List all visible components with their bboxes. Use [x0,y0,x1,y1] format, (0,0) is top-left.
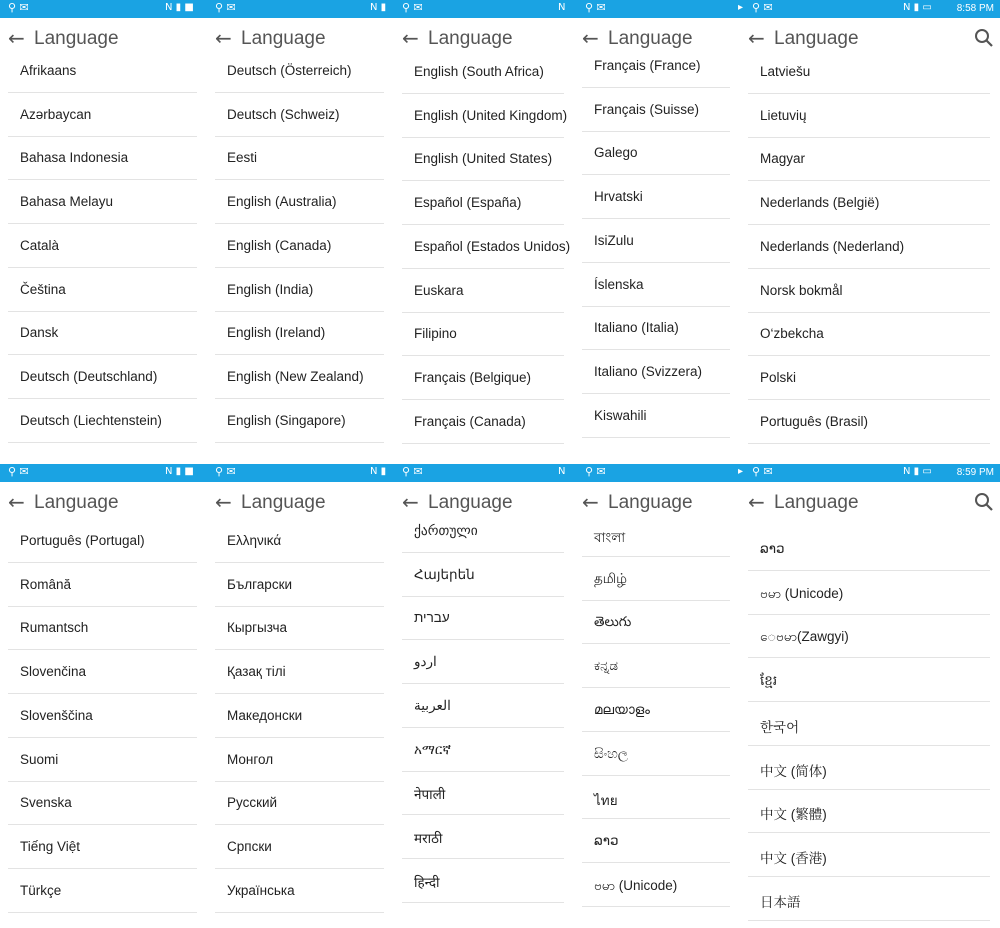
language-label: Čeština [20,281,66,297]
language-label: 中文 (简体) [760,763,827,779]
search-icon: ⚲ ✉ [402,1,423,14]
language-list-item[interactable] [582,514,730,557]
back-arrow-icon[interactable]: ← [8,490,25,514]
status-bar [0,0,1000,18]
language-label: Rumantsch [20,620,89,636]
language-list-item[interactable] [582,264,730,307]
page-title: Language [34,492,119,513]
language-list-item[interactable] [748,182,990,225]
language-list-item[interactable] [8,269,197,312]
language-label: English (India) [227,281,314,297]
language-label: 中文 (繁體) [760,807,827,823]
language-label: עברית [414,610,450,626]
language-list-item[interactable] [582,89,730,132]
language-list-item[interactable] [8,870,197,913]
back-arrow-icon[interactable]: ← [215,490,232,514]
nfc-icon: N ▮ [370,2,387,13]
language-label: Azərbaycan [20,106,92,122]
language-list-item[interactable] [402,685,564,728]
language-label: Slovenčina [20,664,87,680]
language-list-item[interactable] [8,137,197,180]
language-list-item[interactable] [402,138,564,181]
search-icon: ⚲ ✉ [752,1,773,14]
language-list-item[interactable] [748,401,990,444]
language-label: 中文 (香港) [760,850,827,866]
language-list-item[interactable] [582,351,730,394]
language-label: IsiZulu [594,232,634,248]
language-list-item[interactable] [215,564,384,607]
language-label: Svenska [20,795,72,811]
language-label: Ελληνικά [227,533,282,548]
search-icon: ⚲ ✉ [8,465,29,478]
language-list-item[interactable] [8,312,197,355]
language-list-item[interactable] [748,528,990,571]
language-label: Français (France) [594,58,701,73]
language-list-item[interactable] [8,739,197,782]
language-label: Русский [227,795,278,811]
status-bar [0,464,1000,482]
language-label: العربية [414,697,451,713]
language-list-item[interactable] [748,313,990,356]
language-list-item[interactable] [215,651,384,694]
back-arrow-icon[interactable]: ← [215,26,232,50]
language-list-item[interactable] [8,564,197,607]
language-list-item[interactable] [582,220,730,263]
language-label: Afrikaans [20,63,77,78]
status-time: 8:58 PM [956,3,994,14]
language-label: O‘zbekcha [760,326,824,342]
language-list-item[interactable] [582,689,730,732]
language-list-item[interactable] [215,50,384,93]
page-title: Language [608,492,693,513]
language-list-item[interactable] [215,225,384,268]
language-list-item[interactable] [215,137,384,180]
back-arrow-icon[interactable]: ← [402,490,419,514]
language-label: తెలుగు [594,614,632,630]
page-title: Language [608,28,693,49]
status-time: 8:59 PM [956,467,994,478]
language-label: English (Singapore) [227,412,346,428]
language-list-item[interactable] [402,597,564,640]
language-label: Қазақ тілі [227,664,286,680]
app-bar [207,482,394,524]
language-screen [0,18,207,464]
language-list-item[interactable] [582,864,730,907]
language-label: Polski [760,369,797,385]
search-icon: ⚲ ✉ [402,465,423,478]
page-title: Language [774,492,859,513]
language-label: ဗမာ (Unicode) [594,877,678,893]
page-title: Language [241,28,326,49]
language-screen [0,482,207,928]
language-label: ಕನ್ನಡ [594,658,619,674]
language-list-item[interactable] [402,270,564,313]
language-list-item[interactable] [8,782,197,825]
language-list-item[interactable] [8,94,197,137]
language-list-item[interactable] [402,182,564,225]
language-list-item[interactable] [402,641,564,684]
bottom-row [0,464,1000,928]
language-label: Български [227,576,293,592]
language-list-item[interactable] [748,226,990,269]
search-icon: ⚲ ✉ [585,1,606,14]
nfc-icon: N [558,2,566,13]
language-label: Bahasa Indonesia [20,150,129,166]
language-list-item[interactable] [215,782,384,825]
language-label: Magyar [760,151,806,167]
language-label: English (Ireland) [227,325,326,341]
language-list-item[interactable] [8,651,197,694]
language-label: Bahasa Melayu [20,194,114,210]
language-label: मराठी [414,830,443,846]
language-label: বাংলা [594,530,626,545]
language-label: ລາວ [760,541,785,556]
language-label: Español (España) [414,195,522,211]
back-arrow-icon[interactable]: ← [8,26,25,50]
search-icon: ⚲ ✉ [215,1,236,14]
language-label: Eesti [227,150,258,166]
language-list-item[interactable] [402,51,564,94]
page-title: Language [428,492,513,513]
language-label: Italiano (Svizzera) [594,363,703,379]
language-list-item[interactable] [215,739,384,782]
language-list-item[interactable] [582,645,730,688]
search-icon: ⚲ ✉ [215,465,236,478]
language-list-item[interactable] [8,50,197,93]
language-list-item[interactable] [8,356,197,399]
language-label: Hrvatski [594,189,643,205]
language-list-item[interactable] [748,834,990,877]
language-label: Română [20,576,72,592]
language-label: Lietuvių [760,107,807,123]
app-bar [740,482,1000,524]
language-list-item[interactable] [8,181,197,224]
language-list-item[interactable] [215,181,384,224]
language-list-item[interactable] [8,225,197,268]
language-label: English (United Kingdom) [414,107,568,123]
language-list-item[interactable] [215,870,384,913]
page-title: Language [428,28,513,49]
language-list-item[interactable] [215,826,384,869]
language-list-item[interactable] [402,401,564,444]
language-label: English (United States) [414,151,553,167]
language-screen [574,482,740,928]
page-title: Language [241,492,326,513]
language-label: Français (Canada) [414,413,526,429]
language-label: Tiếng Việt [20,838,81,854]
language-list-item[interactable] [582,395,730,438]
language-list-item[interactable] [8,520,197,563]
language-list-item[interactable] [402,860,564,903]
language-list-item[interactable] [215,356,384,399]
language-list-item[interactable] [8,695,197,738]
language-label: ລາວ [594,832,619,848]
language-list-item[interactable] [748,790,990,833]
back-arrow-icon[interactable]: ← [748,26,765,50]
language-label: Norsk bokmål [760,282,843,298]
language-label: ខ្មែរ [760,673,778,689]
language-label: Српски [227,838,272,854]
nfc-icon: N ▮ ▭ [903,466,932,477]
language-list-item[interactable] [8,607,197,650]
language-list-item[interactable] [582,733,730,776]
language-list-item[interactable] [582,45,730,88]
search-icon[interactable] [974,28,994,48]
language-list-item[interactable] [8,826,197,869]
language-label: Català [20,237,60,253]
language-screen [394,482,574,928]
language-label: Հայերեն [414,566,475,582]
language-label: Nederlands (Nederland) [760,238,905,254]
language-label: Kiswahili [594,407,647,423]
language-label: Deutsch (Deutschland) [20,368,158,384]
language-list-item[interactable] [748,572,990,615]
language-label: Español (Estados Unidos) [414,238,571,254]
language-list-item[interactable] [402,357,564,400]
language-label: Монгол [227,751,274,767]
signal-icon: ▸ [738,2,744,13]
language-list-item[interactable] [748,878,990,921]
language-list-item[interactable] [402,729,564,772]
language-list-item[interactable] [748,615,990,658]
language-list-item[interactable] [748,270,990,313]
language-label: සිංහල [594,745,629,761]
language-list-item[interactable] [748,747,990,790]
language-label: Français (Suisse) [594,101,700,117]
language-label: Italiano (Italia) [594,320,679,336]
back-arrow-icon[interactable]: ← [582,490,599,514]
page-title: Language [34,28,119,49]
language-label: English (South Africa) [414,64,544,79]
nfc-icon: N [558,466,566,477]
language-list-item[interactable] [215,520,384,563]
search-icon: ⚲ ✉ [585,465,606,478]
nfc-icon: N ▮ ▭ [903,2,932,13]
nfc-icon: N ▮ ■ [165,2,194,13]
language-label: Português (Brasil) [760,413,869,429]
language-screen [394,18,574,464]
language-list-item[interactable] [402,772,564,815]
language-label: Deutsch (Schweiz) [227,106,340,122]
language-label: Português (Portugal) [20,533,145,548]
language-list-item[interactable] [8,400,197,443]
language-list-item[interactable] [402,554,564,597]
nfc-icon: N ▮ [370,466,387,477]
language-label: Suomi [20,751,59,767]
language-label: नेपाली [414,787,446,803]
language-label: Türkçe [20,882,62,898]
language-label: Euskara [414,282,464,298]
search-icon: ⚲ ✉ [8,1,29,14]
language-label: Galego [594,145,638,161]
language-screen [740,18,1000,464]
language-list-item[interactable] [402,816,564,859]
language-screen [207,482,394,928]
language-label: മലയാളം [594,701,650,717]
back-arrow-icon[interactable]: ← [582,26,599,50]
language-list-item[interactable] [402,313,564,356]
language-label: ไทย [594,793,618,809]
search-icon: ⚲ ✉ [752,465,773,478]
language-list-item[interactable] [582,820,730,863]
language-label: 한국어 [760,719,800,735]
language-label: Slovenščina [20,707,93,723]
language-list-item[interactable] [402,95,568,138]
language-label: हिन्दी [414,874,440,890]
language-label: ქართული [414,523,478,538]
language-label: ေဗမာ(Zawgyi) [760,629,849,645]
language-list-item[interactable] [748,357,990,400]
language-list-item[interactable] [215,695,384,738]
language-screen [740,482,1000,928]
language-label: Македонски [227,707,303,723]
language-list-item[interactable] [748,138,990,181]
language-list-item[interactable] [582,307,730,350]
language-label: Latviešu [760,64,811,79]
page-title: Language [774,28,859,49]
language-label: 日本語 [760,894,801,910]
language-label: اردو [414,654,437,670]
language-list-item[interactable] [402,510,564,553]
language-list-item[interactable] [215,607,384,650]
language-label: Filipino [414,326,457,342]
language-list-item[interactable] [582,176,730,219]
language-label: Français (Belgique) [414,369,532,385]
language-label: Українська [227,882,295,898]
language-label: English (Australia) [227,194,337,210]
language-label: English (Canada) [227,237,332,253]
language-list-item[interactable] [582,558,730,601]
language-label: ဗမာ (Unicode) [760,585,844,601]
language-list-item[interactable] [215,94,384,137]
signal-icon: ▸ [738,466,744,477]
language-list-item[interactable] [748,51,990,94]
language-label: Íslenska [594,276,644,292]
language-list-item[interactable] [215,312,384,355]
language-label: English (New Zealand) [227,368,364,384]
language-list-item[interactable] [215,269,384,312]
nfc-icon: N ▮ ■ [165,466,194,477]
language-label: Кыргызча [227,620,287,636]
language-list-item[interactable] [582,776,730,819]
language-list-item[interactable] [748,659,990,702]
back-arrow-icon[interactable]: ← [402,26,419,50]
language-list-item[interactable] [402,226,571,269]
language-list-item[interactable] [215,400,384,443]
language-list-item[interactable] [582,132,730,175]
language-label: አማርኛ [414,741,451,757]
search-icon[interactable] [974,492,994,512]
language-list-item[interactable] [582,601,730,644]
language-label: Deutsch (Liechtenstein) [20,412,162,428]
language-label: தமிழ் [594,570,627,586]
language-screen [574,18,740,464]
language-screen [207,18,394,464]
language-label: Nederlands (België) [760,195,880,211]
app-bar [0,482,207,524]
back-arrow-icon[interactable]: ← [748,490,765,514]
language-list-item[interactable] [748,703,990,746]
language-label: Deutsch (Österreich) [227,63,352,78]
language-label: Dansk [20,325,59,341]
language-list-item[interactable] [748,95,990,138]
